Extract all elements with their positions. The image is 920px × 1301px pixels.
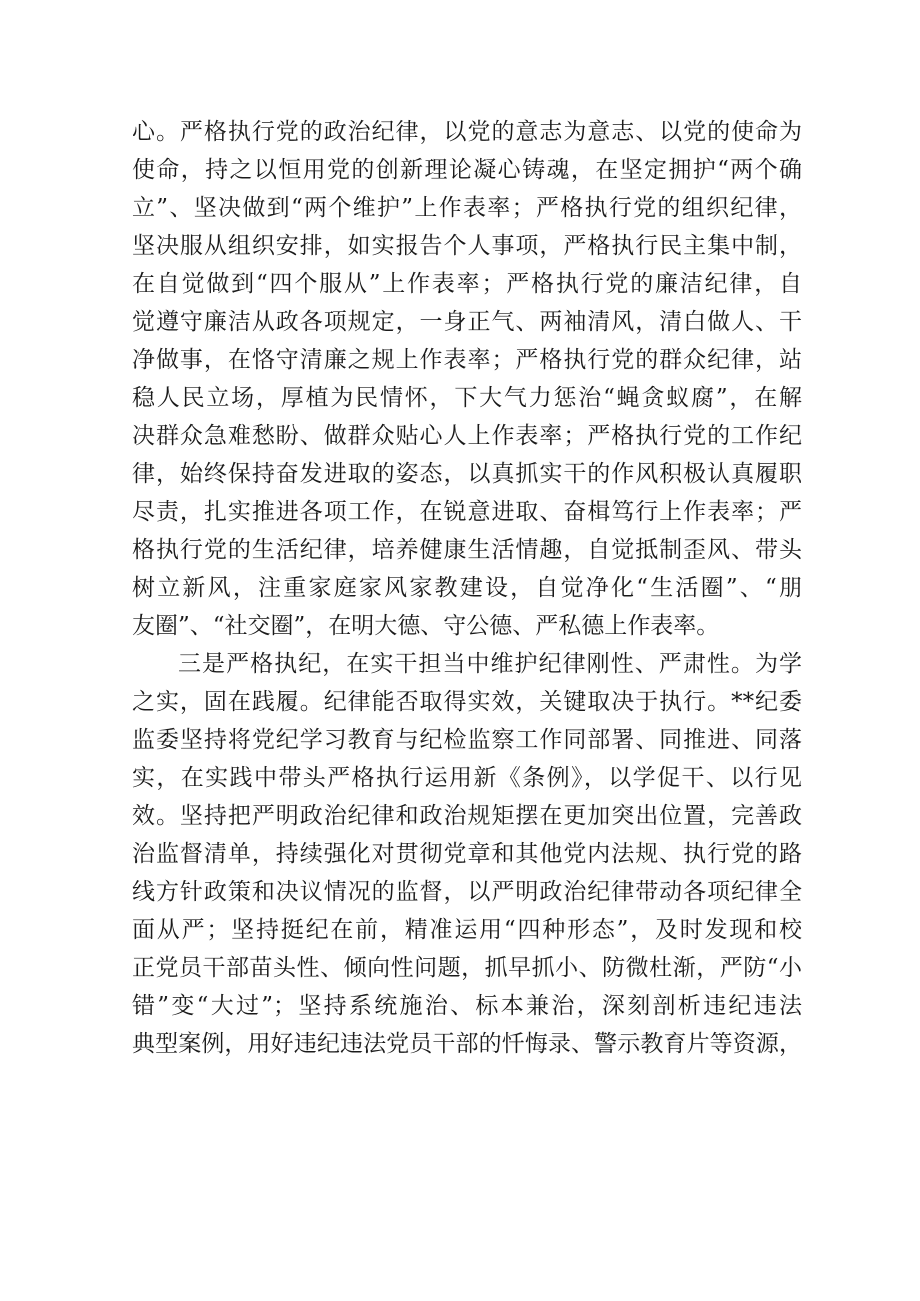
- paragraph-line: 效。坚持把严明政治纪律和政治规矩摆在更加突出位置，完善政: [132, 803, 802, 829]
- paragraph-line: 面从严；坚持挺纪在前，精准运用“四种形态”，及时发现和校: [132, 917, 802, 943]
- paragraph-line: 律，始终保持奋发进取的姿态，以真抓实干的作风积极认真履职: [132, 461, 802, 487]
- paragraph-line: 坚决服从组织安排，如实报告个人事项，严格执行民主集中制，: [132, 233, 802, 259]
- paragraph-line: 觉遵守廉洁从政各项规定，一身正气、两袖清风，清白做人、干: [132, 309, 802, 335]
- document-body: [132, 113, 802, 1063]
- paragraph-line: 三是严格执纪，在实干担当中维护纪律刚性、严肃性。为学: [178, 651, 802, 677]
- paragraph-line: 尽责，扎实推进各项工作，在锐意进取、奋楫笃行上作表率；严: [132, 499, 802, 525]
- paragraph-line: 监委坚持将党纪学习教育与纪检监察工作同部署、同推进、同落: [132, 727, 802, 753]
- paragraph-line: 在自觉做到“四个服从”上作表率；严格执行党的廉洁纪律，自: [132, 271, 802, 297]
- paragraph-line: 友圈”、“社交圈”，在明大德、守公德、严私德上作表率。: [132, 613, 720, 639]
- paragraph-line: 之实，固在践履。纪律能否取得实效，关键取决于执行。**纪委: [132, 689, 802, 715]
- paragraph-line: 净做事，在恪守清廉之规上作表率；严格执行党的群众纪律，站: [132, 347, 802, 373]
- paragraph-line: 正党员干部苗头性、倾向性问题，抓早抓小、防微杜渐，严防“小: [132, 955, 802, 981]
- paragraph-2: [132, 645, 802, 1063]
- paragraph-1: [132, 113, 802, 645]
- paragraph-line: 立”、坚决做到“两个维护”上作表率；严格执行党的组织纪律，: [132, 195, 802, 221]
- paragraph-line: 决群众急难愁盼、做群众贴心人上作表率；严格执行党的工作纪: [132, 423, 802, 449]
- paragraph-line: 树立新风，注重家庭家风家教建设，自觉净化“生活圈”、“朋: [132, 575, 802, 601]
- paragraph-line: 使命，持之以恒用党的创新理论凝心铸魂，在坚定拥护“两个确: [132, 157, 802, 183]
- paragraph-line: 稳人民立场，厚植为民情怀，下大气力惩治“蝇贪蚁腐”，在解: [132, 385, 802, 411]
- paragraph-line: 错”变“大过”；坚持系统施治、标本兼治，深刻剖析违纪违法: [132, 993, 802, 1019]
- paragraph-line: 心。严格执行党的政治纪律，以党的意志为意志、以党的使命为: [132, 119, 802, 145]
- paragraph-line: 实，在实践中带头严格执行运用新《条例》，以学促干、以行见: [132, 765, 802, 791]
- paragraph-line: 格执行党的生活纪律，培养健康生活情趣，自觉抵制歪风、带头: [132, 537, 802, 563]
- paragraph-line: 典型案例，用好违纪违法党员干部的忏悔录、警示教育片等资源，: [132, 1031, 802, 1057]
- paragraph-line: 线方针政策和决议情况的监督，以严明政治纪律带动各项纪律全: [132, 879, 802, 905]
- paragraph-line: 治监督清单，持续强化对贯彻党章和其他党内法规、执行党的路: [132, 841, 802, 867]
